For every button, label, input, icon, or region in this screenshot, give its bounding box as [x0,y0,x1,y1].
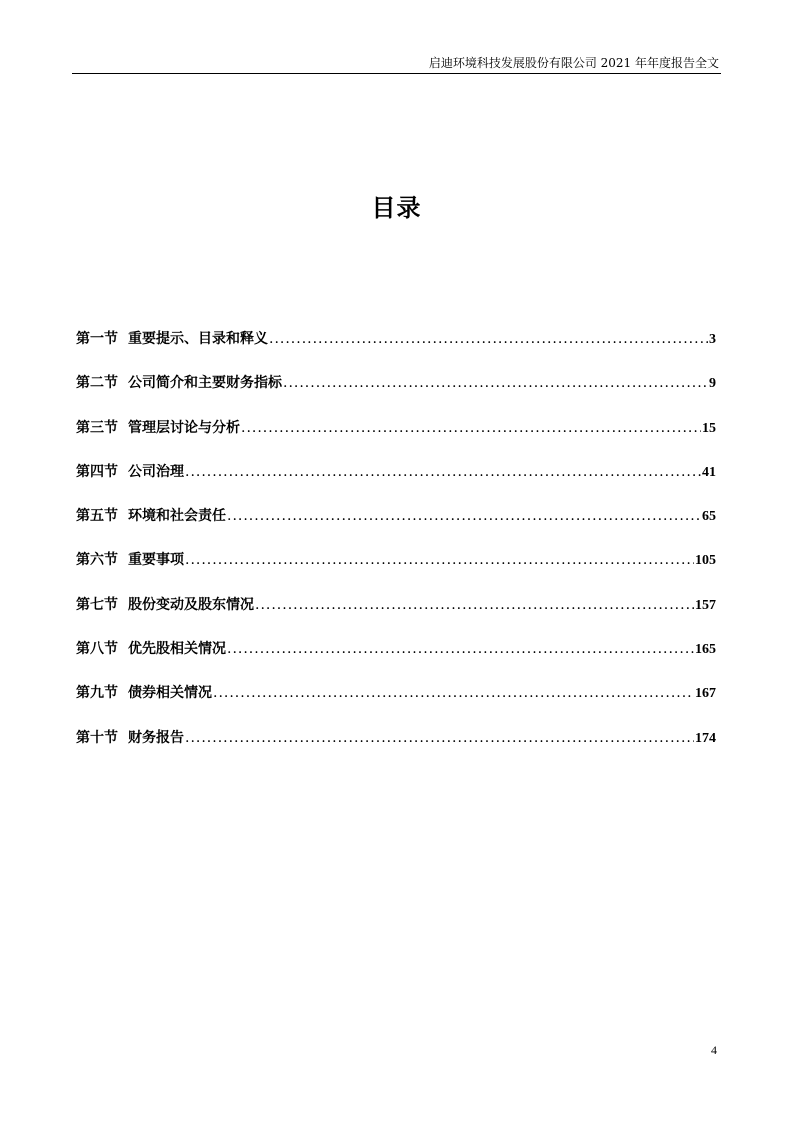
toc-section-title: 管理层讨论与分析 [128,419,240,436]
toc-section-title: 财务报告 [128,729,184,746]
toc-entry[interactable] [76,638,716,682]
toc-page-number: 174 [695,730,716,746]
toc-section-title: 股份变动及股东情况 [128,596,254,613]
toc-page-number: 15 [702,420,716,436]
toc-page-number: 165 [695,642,716,658]
toc-section-number: 第七节 [76,596,118,613]
toc-section-number: 第六节 [76,552,118,569]
toc-page-number: 157 [695,597,716,613]
toc-entry[interactable] [76,594,716,638]
toc-dot-leader [185,464,701,480]
toc-page-number: 9 [709,376,716,392]
header-text: 启迪环境科技发展股份有限公司 2021 年年度报告全文 [428,56,719,70]
toc-dot-leader [185,552,694,568]
toc-dot-leader [227,508,701,524]
toc-page-number: 167 [695,686,716,702]
toc-page-number: 3 [709,332,716,347]
page-header [72,50,721,74]
table-of-contents [76,328,716,771]
toc-page-number: 65 [702,509,716,525]
toc-section-number: 第九节 [76,685,118,702]
toc-section-number: 第五节 [76,508,118,525]
page-number: 4 [711,1043,717,1057]
toc-section-number: 第二节 [76,375,118,392]
toc-section-title: 公司简介和主要财务指标 [128,375,282,392]
toc-entry[interactable] [76,461,716,505]
toc-dot-leader [283,375,708,391]
toc-section-title: 环境和社会责任 [128,508,226,525]
toc-section-title: 重要提示、目录和释义 [128,331,268,347]
toc-section-number: 第三节 [76,419,118,436]
toc-dot-leader [213,685,694,701]
toc-section-title: 债券相关情况 [128,685,212,702]
toc-dot-leader [185,730,694,746]
toc-entry[interactable] [76,417,716,461]
toc-entry[interactable] [76,682,716,726]
toc-entry[interactable] [76,505,716,549]
page-title: 目录 [371,193,422,222]
toc-page-number: 41 [702,464,716,480]
toc-section-number: 第八节 [76,641,118,658]
toc-section-number: 第四节 [76,463,118,480]
toc-section-title: 优先股相关情况 [128,641,226,658]
toc-entry[interactable] [76,372,716,416]
toc-dot-leader [241,420,701,436]
toc-entry[interactable] [76,727,716,771]
toc-entry[interactable] [76,328,716,372]
toc-section-number: 第一节 [76,331,118,347]
toc-dot-leader [269,331,708,347]
toc-page-number: 105 [695,553,716,569]
toc-section-title: 重要事项 [128,552,184,569]
toc-entry[interactable] [76,549,716,593]
toc-dot-leader [227,641,694,657]
toc-section-title: 公司治理 [128,463,184,480]
toc-section-number: 第十节 [76,729,118,746]
toc-dot-leader [255,597,694,613]
